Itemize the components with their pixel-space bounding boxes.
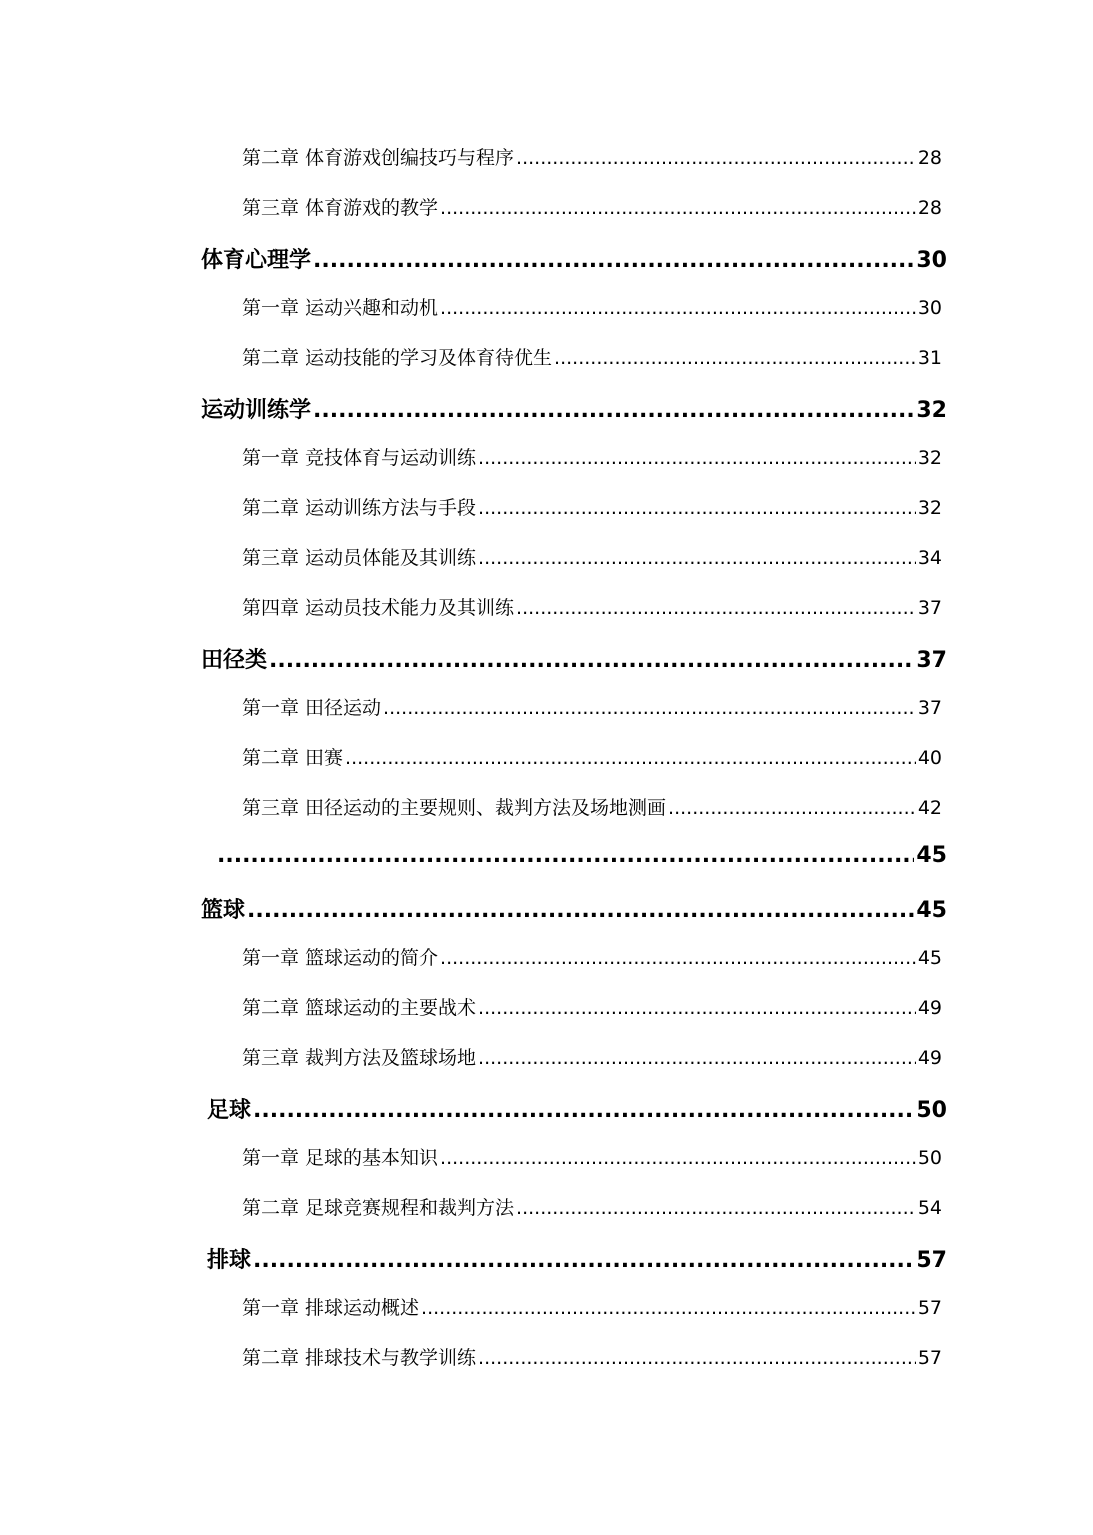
toc-entry-chapter[interactable] — [242, 1343, 942, 1370]
dot-leader — [554, 347, 916, 369]
toc-entry-chapter[interactable] — [242, 443, 942, 470]
toc-entry-title: 第二章 足球竞赛规程和裁判方法 — [242, 1197, 515, 1219]
toc-entry-page: 54 — [917, 1197, 942, 1219]
toc-entry-page: 50 — [917, 1147, 942, 1169]
toc-entry-page: 49 — [917, 997, 942, 1019]
toc-entry-title: 第四章 运动员技术能力及其训练 — [242, 597, 515, 619]
dot-leader — [247, 898, 914, 923]
toc-entry-title: 第二章 运动技能的学习及体育待优生 — [242, 347, 553, 369]
toc-entry-title: 第三章 运动员体能及其训练 — [242, 547, 477, 569]
toc-entry-title: 第一章 足球的基本知识 — [242, 1147, 439, 1169]
toc-entry-title: 第二章 运动训练方法与手段 — [242, 497, 477, 519]
toc-entry-page: 40 — [917, 747, 942, 769]
toc-entry-chapter[interactable] — [242, 343, 942, 370]
toc-entry-title: 第二章 田赛 — [242, 747, 344, 769]
dot-leader — [478, 1047, 916, 1069]
toc-entry-page: 57 — [917, 1297, 942, 1319]
toc-entry-title: 第二章 篮球运动的主要战术 — [242, 997, 477, 1019]
toc-entry-chapter[interactable] — [242, 143, 942, 170]
toc-entry-title: 体育心理学 — [201, 248, 312, 273]
toc-entry-chapter[interactable] — [242, 293, 942, 320]
toc-entry-section[interactable] — [207, 1093, 947, 1124]
dot-leader — [440, 947, 916, 969]
toc-entry-chapter[interactable] — [242, 693, 942, 720]
toc-entry-page: 28 — [917, 147, 942, 169]
toc-entry-chapter[interactable] — [242, 1293, 942, 1320]
toc-entry-page: 32 — [917, 497, 942, 519]
toc-entry-page: 57 — [916, 1248, 947, 1273]
toc-entry-page: 37 — [916, 648, 947, 673]
dot-leader — [478, 997, 916, 1019]
toc-entry-title: 田径类 — [201, 648, 268, 673]
dot-leader — [478, 447, 916, 469]
toc-entry-page: 28 — [917, 197, 942, 219]
toc-entry-title: 第一章 竞技体育与运动训练 — [242, 447, 477, 469]
toc-entry-section[interactable] — [201, 643, 947, 674]
toc-entry-title: 第一章 篮球运动的简介 — [242, 947, 439, 969]
toc-entry-title: 第三章 田径运动的主要规则、裁判方法及场地测画 — [242, 797, 667, 819]
toc-entry-page: 37 — [917, 597, 942, 619]
dot-leader — [421, 1297, 916, 1319]
dot-leader — [253, 1248, 914, 1273]
toc-entry-page: 30 — [916, 248, 947, 273]
toc-entry-page: 57 — [917, 1347, 942, 1369]
dot-leader — [313, 248, 914, 273]
dot-leader — [383, 697, 916, 719]
toc-entry-section[interactable] — [201, 243, 947, 274]
toc-entry-chapter[interactable] — [242, 793, 942, 820]
toc-entry-page: 45 — [916, 898, 947, 923]
dot-leader — [440, 1147, 916, 1169]
toc-entry-title: 第三章 裁判方法及篮球场地 — [242, 1047, 477, 1069]
toc-entry-page: 30 — [917, 297, 942, 319]
toc-entry-page: 49 — [917, 1047, 942, 1069]
dot-leader — [478, 547, 916, 569]
dot-leader — [313, 398, 914, 423]
toc-entry-page: 45 — [916, 843, 947, 868]
toc-entry-section[interactable] — [201, 893, 947, 924]
toc-entry-page: 45 — [917, 947, 942, 969]
toc-entry-chapter[interactable] — [242, 1043, 942, 1070]
toc-entry-chapter[interactable] — [242, 1143, 942, 1170]
toc-entry-page: 31 — [917, 347, 942, 369]
toc-entry-page: 50 — [916, 1098, 947, 1123]
toc-entry-chapter[interactable] — [242, 493, 942, 520]
dot-leader — [440, 297, 916, 319]
toc-entry-title: 排球 — [207, 1248, 252, 1273]
dot-leader — [516, 1197, 916, 1219]
dot-leader — [253, 1098, 914, 1123]
dot-leader — [440, 197, 916, 219]
toc-entry-chapter[interactable] — [242, 543, 942, 570]
toc-entry-section[interactable] — [201, 393, 947, 424]
toc-entry-title: 第一章 运动兴趣和动机 — [242, 297, 439, 319]
toc-entry-chapter[interactable] — [242, 943, 942, 970]
toc-entry-section[interactable] — [207, 1243, 947, 1274]
toc-entry-chapter[interactable] — [242, 593, 942, 620]
toc-entry-title: 第一章 田径运动 — [242, 697, 382, 719]
dot-leader — [516, 147, 916, 169]
toc-entry-title: 足球 — [207, 1098, 252, 1123]
toc-entry-page: 42 — [917, 797, 942, 819]
toc-entry-title: 第三章 体育游戏的教学 — [242, 197, 439, 219]
dot-leader — [516, 597, 916, 619]
toc-entry-title: 运动训练学 — [201, 398, 312, 423]
toc-entry-title: 篮球 — [201, 898, 246, 923]
toc-entry-chapter[interactable] — [242, 193, 942, 220]
toc-entry-chapter[interactable] — [242, 1193, 942, 1220]
toc-entry-chapter[interactable] — [242, 993, 942, 1020]
toc-entry-page: 32 — [917, 447, 942, 469]
dot-leader — [668, 797, 916, 819]
toc-entry-title: 第二章 体育游戏创编技巧与程序 — [242, 147, 515, 169]
dot-leader — [478, 1347, 916, 1369]
toc-entry-title: 第二章 排球技术与教学训练 — [242, 1347, 477, 1369]
toc-entry-page: 37 — [917, 697, 942, 719]
dot-leader — [217, 843, 914, 868]
dot-leader — [345, 747, 916, 769]
toc-entry-page: 34 — [917, 547, 942, 569]
toc-entry-page: 32 — [916, 398, 947, 423]
toc-entry-chapter[interactable] — [242, 743, 942, 770]
dot-leader — [269, 648, 914, 673]
toc-entry-section-untitled[interactable] — [215, 843, 947, 868]
toc-entry-title: 第一章 排球运动概述 — [242, 1297, 420, 1319]
dot-leader — [478, 497, 916, 519]
